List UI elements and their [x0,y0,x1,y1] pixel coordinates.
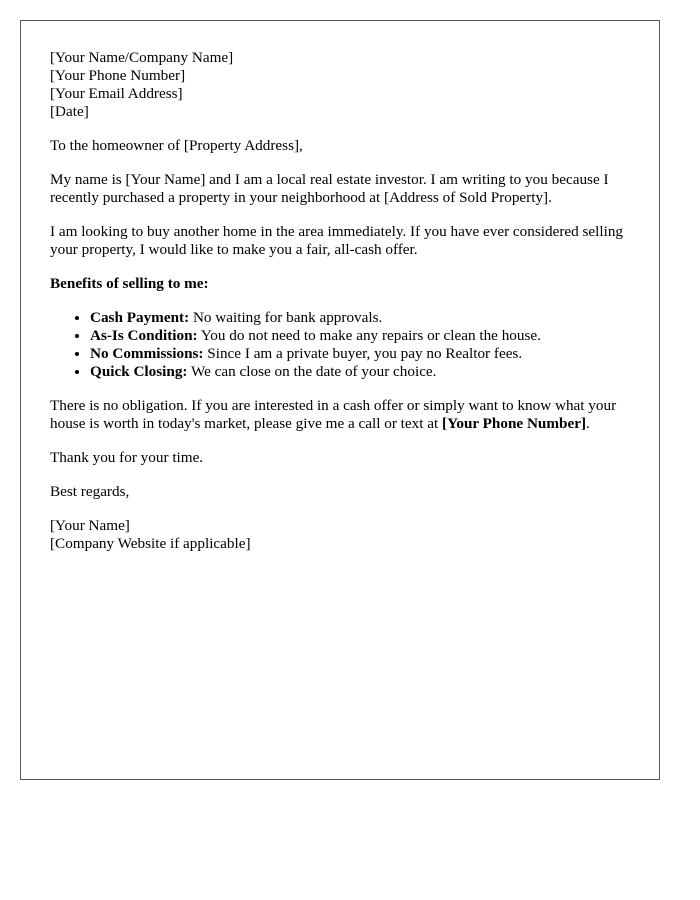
sender-email: [Your Email Address] [50,85,183,102]
contact-text: There is no obligation. If you are interested in a cash offer or simply want to know what your house is worth in today's market, please give me a call or text at [50,397,617,432]
benefit-item [90,345,640,363]
benefit-title: Quick Closing: [90,363,188,380]
benefit-text: You do not need to make any repairs or clean the house. [197,327,541,344]
offer-paragraph: I am looking to buy another home in the area immediately. If you have ever considered selling your property, I would like to make you a fair, all-cash offer. [50,223,624,258]
contact-phone: [Your Phone Number] [442,415,587,432]
benefit-text: No waiting for bank approvals. [189,309,383,326]
intro-paragraph: My name is [Your Name] and I am a local real estate investor. I am writing to you because I recently purchased a property in your neighborhood at [Address of Sold Property]. [50,171,609,206]
benefit-item [90,363,640,381]
signature-block [50,517,640,553]
benefits-heading [50,275,640,293]
letter-date: [Date] [50,103,89,120]
signature-website: [Company Website if applicable] [50,535,251,552]
benefit-title: As-Is Condition: [90,327,198,344]
sender-phone: [Your Phone Number] [50,67,186,84]
sender-block [50,49,640,121]
signature-name: [Your Name] [50,517,130,534]
benefit-title: No Commissions: [90,345,204,362]
benefits-heading-text: Benefits of selling to me: [50,275,209,292]
benefit-text: We can close on the date of your choice. [187,363,437,380]
benefit-text: Since I am a private buyer, you pay no Realtor fees. [203,345,523,362]
closing-line: Best regards, [50,483,130,500]
contact-end: . [586,415,590,432]
benefit-item [90,327,640,345]
sender-name: [Your Name/Company Name] [50,49,234,66]
thanks-line: Thank you for your time. [50,449,204,466]
letter-page [20,20,660,780]
benefit-item [90,309,640,327]
benefit-title: Cash Payment: [90,309,190,326]
letter-content [50,49,640,569]
salutation: To the homeowner of [Property Address], [50,137,303,154]
benefits-list [50,309,640,381]
contact-paragraph [50,397,640,433]
